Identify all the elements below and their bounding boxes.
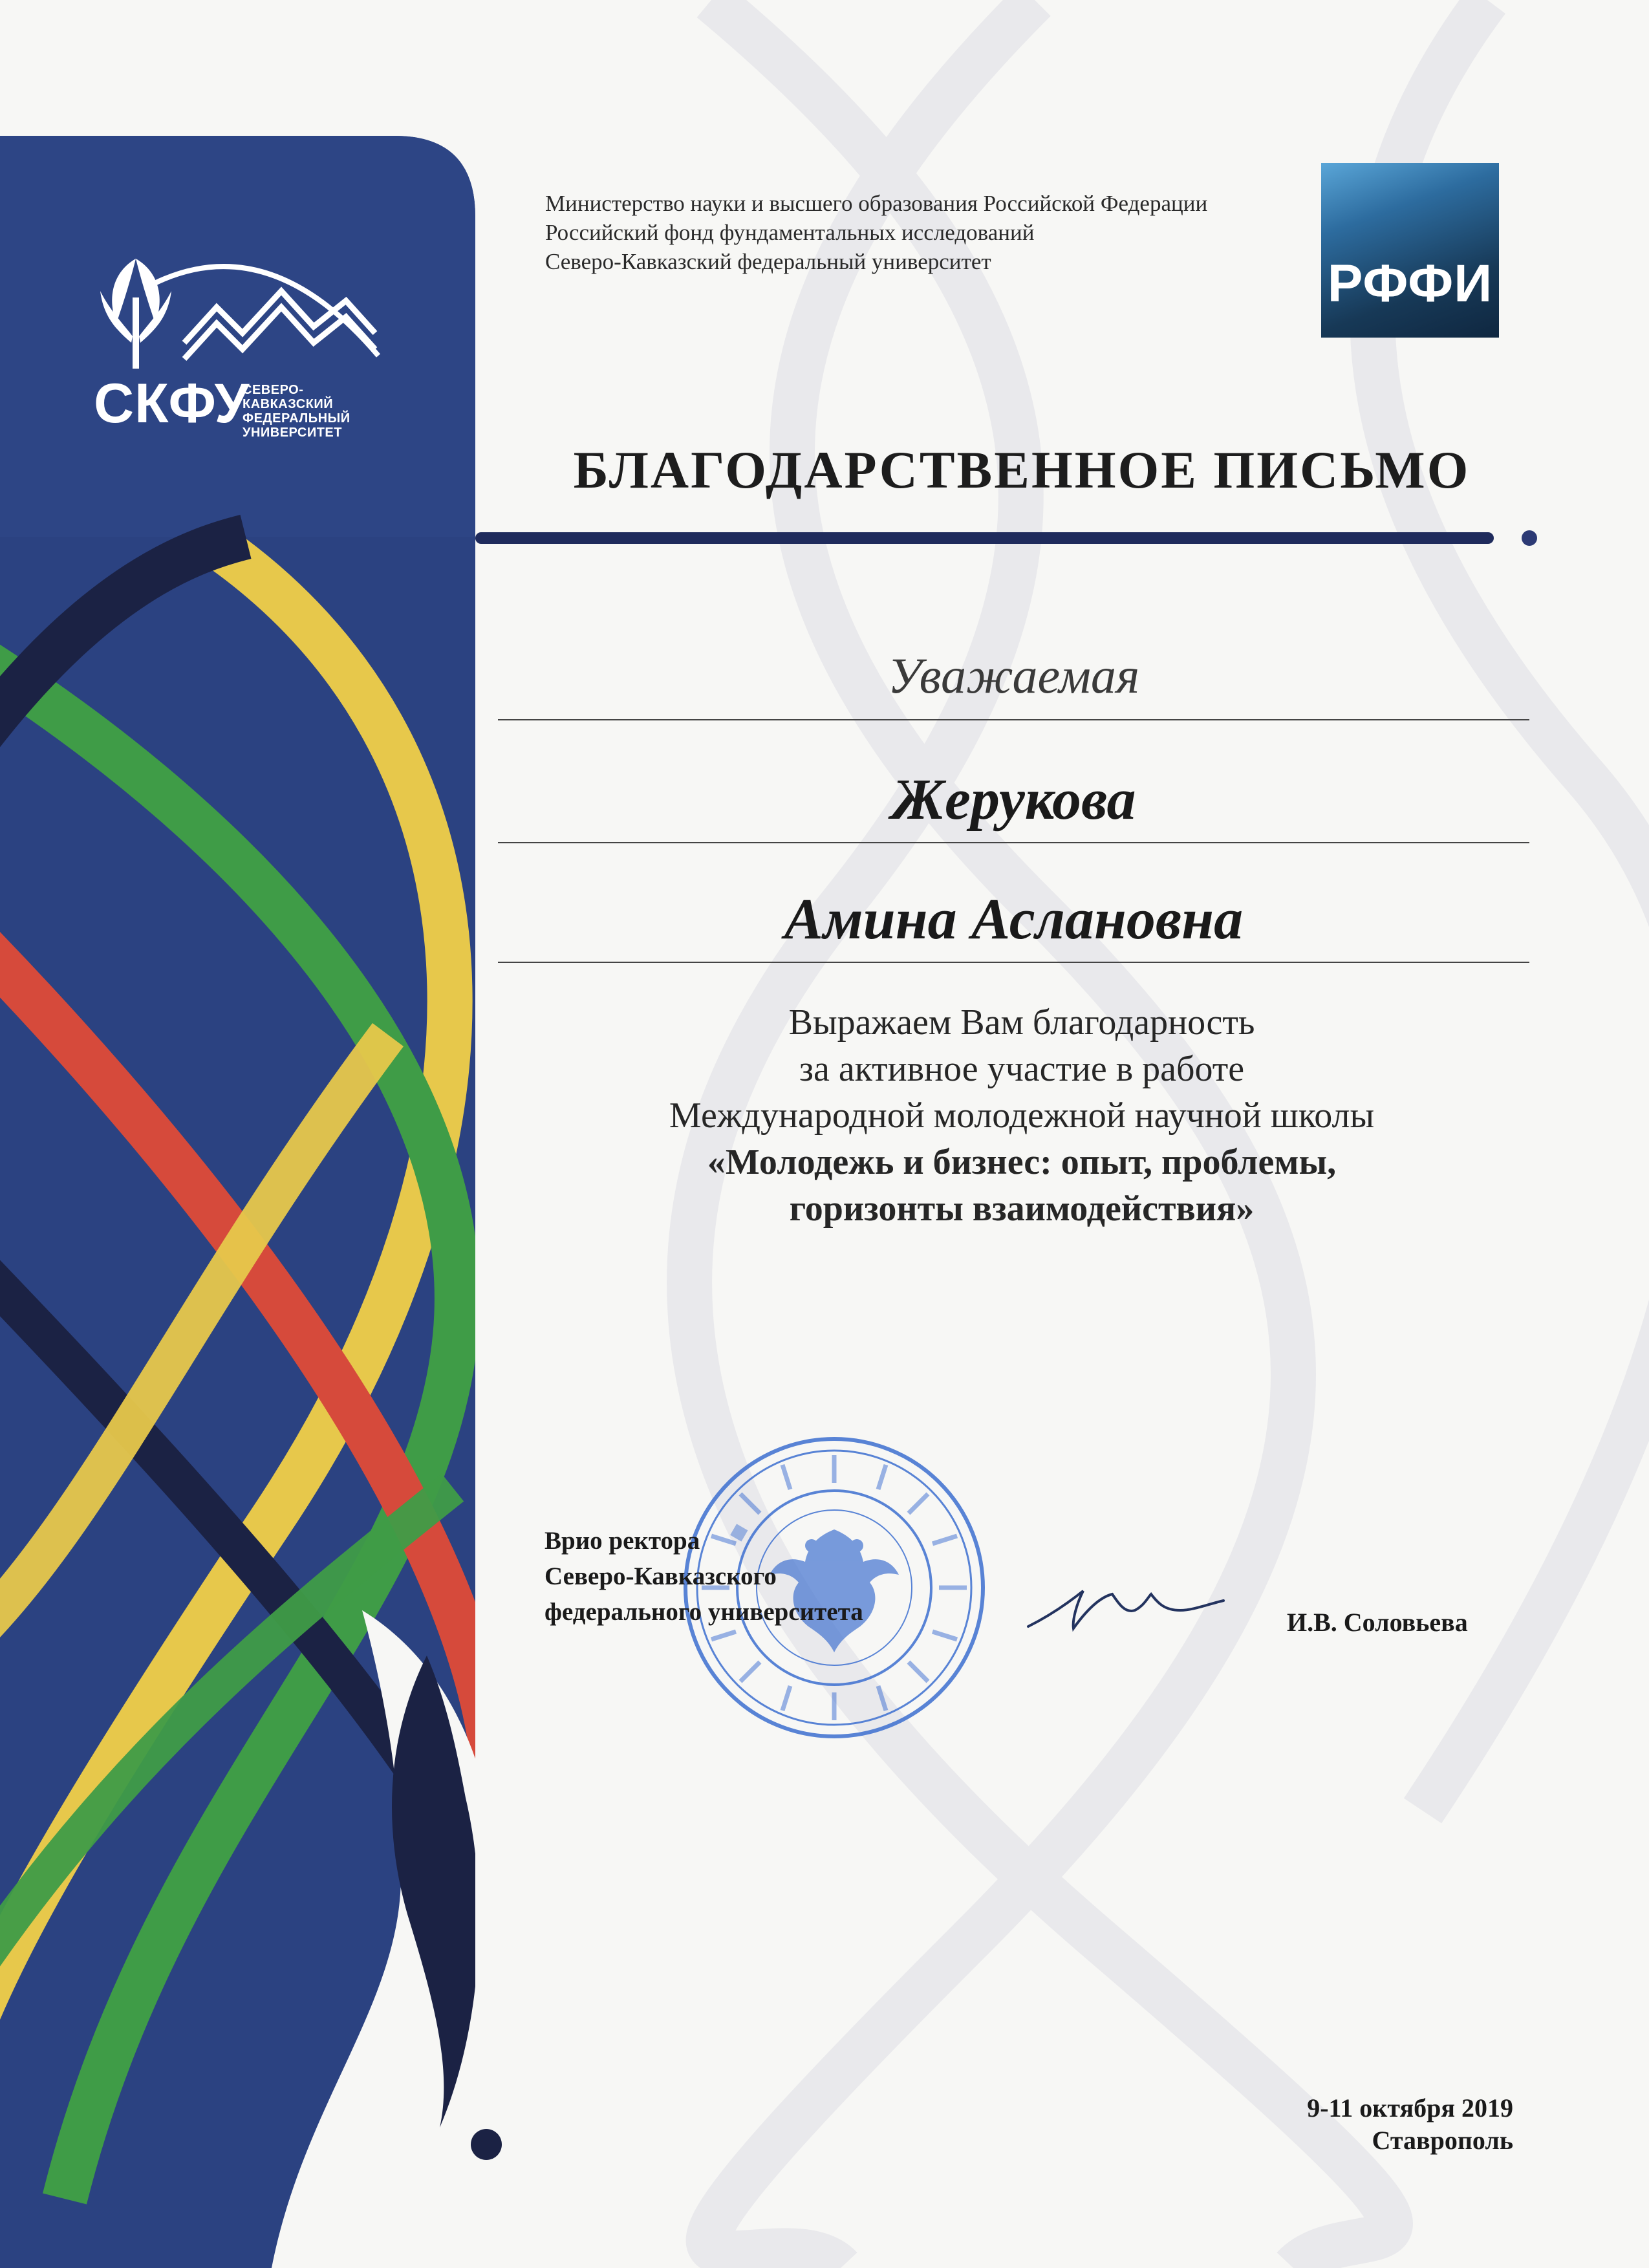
event-city: Ставрополь — [1372, 2126, 1513, 2155]
event-dates: 9-11 октября 2019 — [1307, 2093, 1513, 2122]
skfu-name-line: УНИВЕРСИТЕТ — [242, 426, 342, 440]
letter-body — [504, 999, 1539, 1232]
position-line: федерального университета — [544, 1598, 863, 1626]
recipient-surname: Жерукова — [891, 768, 1136, 832]
given-names-underline — [498, 962, 1529, 963]
body-line: Выражаем Вам благодарность — [788, 1002, 1255, 1042]
event-title-line: «Молодежь и бизнес: опыт, проблемы, — [707, 1142, 1337, 1182]
skfu-name-line: ФЕДЕРАЛЬНЫЙ — [242, 411, 350, 426]
handwritten-signature — [1022, 1565, 1229, 1643]
skfu-logo — [87, 246, 391, 440]
org-line: Министерство науки и высшего образования Российской Федерации — [545, 191, 1208, 216]
salutation-underline — [498, 719, 1529, 720]
org-line: Северо-Кавказский федеральный университет — [545, 249, 991, 274]
org-line: Российский фонд фундаментальных исследований — [545, 220, 1035, 245]
rffi-logo — [1321, 163, 1499, 338]
document-title: БЛАГОДАРСТВЕННОЕ ПИСЬМО — [573, 440, 1471, 499]
signer-name: И.В. Соловьева — [1287, 1608, 1468, 1637]
skfu-full-name — [242, 383, 391, 440]
skfu-emblem-icon — [87, 246, 391, 375]
body-line: за активное участие в работе — [799, 1049, 1245, 1089]
organization-header — [545, 189, 1207, 276]
date-and-place — [1307, 2092, 1513, 2157]
event-title-line: горизонты взаимодействия» — [789, 1189, 1255, 1229]
recipient-given-names: Амина Аслановна — [784, 887, 1244, 951]
title-divider-dot — [1522, 530, 1537, 546]
position-line: Врио ректора — [544, 1527, 700, 1555]
salutation: Уважаемая — [887, 647, 1140, 704]
surname-underline — [498, 842, 1529, 843]
body-line: Международной молодежной научной школы — [669, 1096, 1375, 1136]
rffi-logo-text: РФФИ — [1327, 254, 1493, 313]
position-line: Северо-Кавказского — [544, 1562, 777, 1590]
skfu-abbrev: СКФУ — [94, 373, 250, 435]
skfu-name-line: СЕВЕРО-КАВКАЗСКИЙ — [242, 383, 334, 411]
signatory-position — [544, 1523, 863, 1630]
title-divider — [475, 532, 1494, 544]
